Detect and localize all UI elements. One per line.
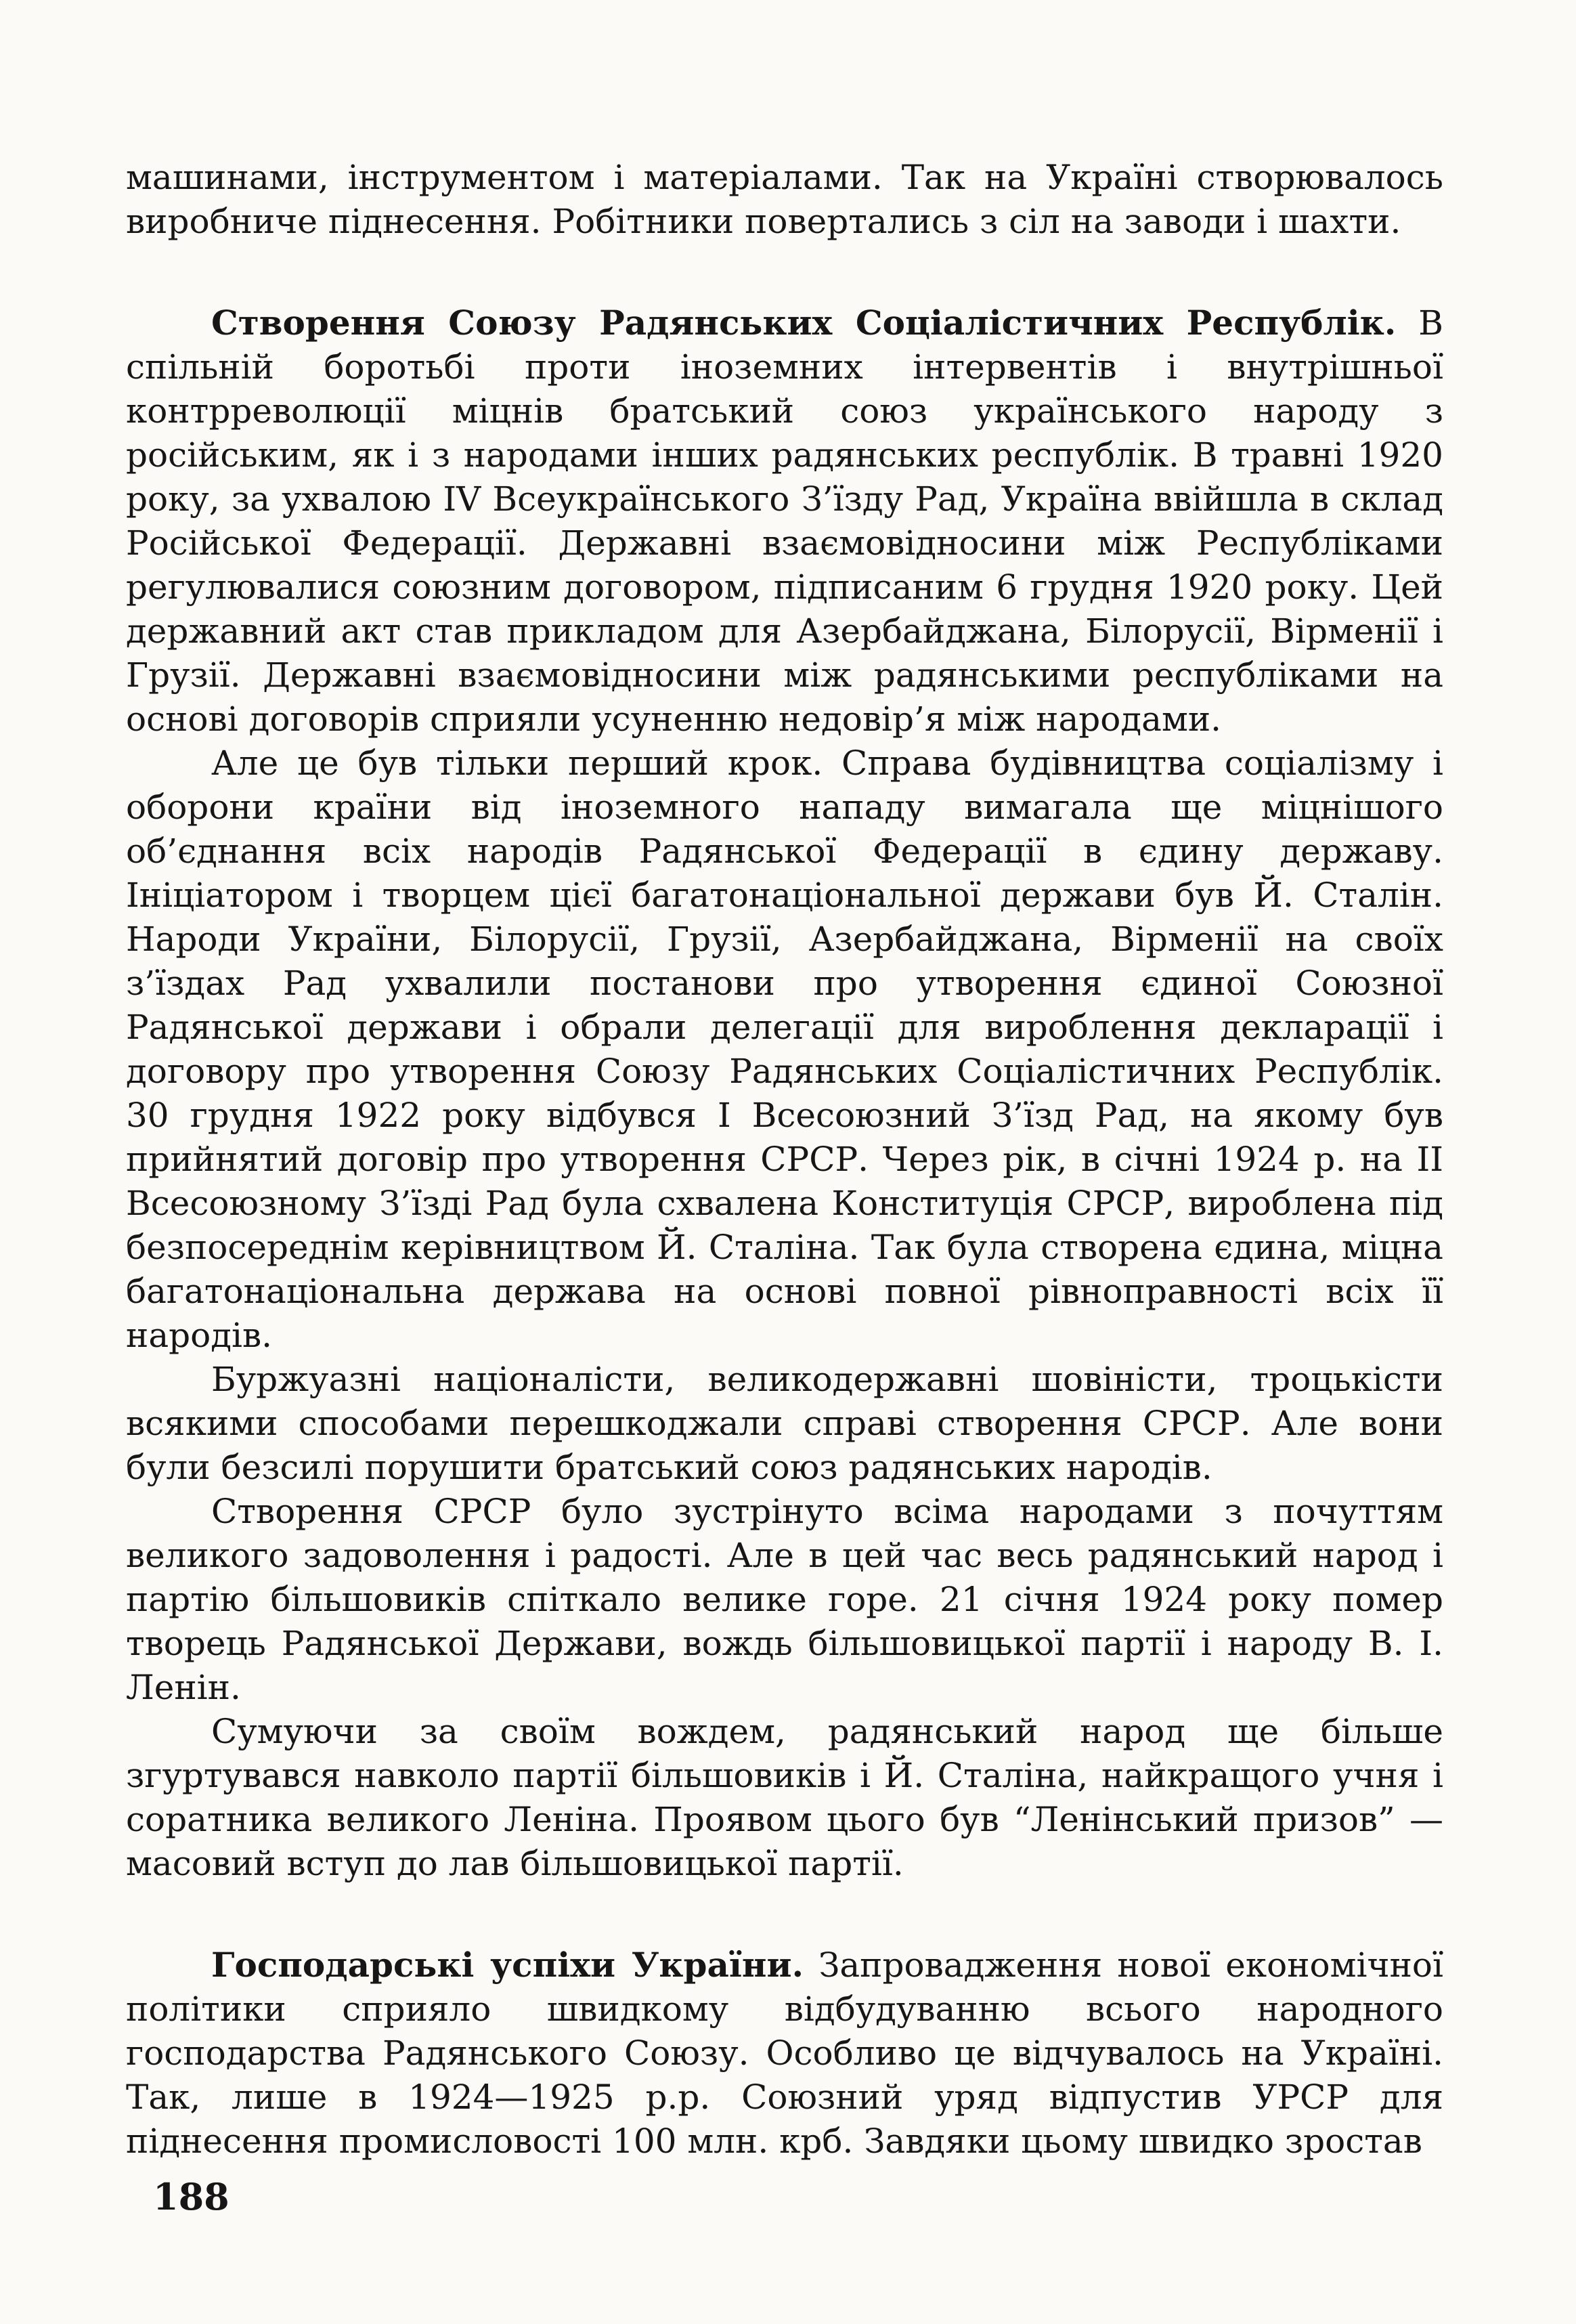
section-paragraph [126,1943,1443,2164]
section-heading: Господарські успіхи України. [211,1945,804,1985]
paragraph: Сумуючи за своїм вождем, радянський народ ще більше згуртувався навколо партії більшовиків і Й. Сталіна, найкращого учня і соратника великого Леніна. Проявом цього був “Ленінський призов” — масовий вступ до лав більшовицької партії. [126,1712,1443,1883]
page-number: 188 [153,2175,229,2218]
paragraph-text: В спільній боротьбі проти іноземних інтервентів і внутрішньої контрреволюції міцнів братський союз українського народу з російським, як і з народами інших радянських республік. В травні 1920 року, за ухвалою IV Всеукраїнського З’їзду Рад, Україна ввійшла в склад Російської Федерації. Державні взаємовідносини між Республіками регулювалися союзним договором, підписаним 6 грудня 1920 року. Цей державний акт став прикладом для Азербайджана, Білорусії, Вірменії і Грузії. Державні взаємовідносини між радянськими республіками на основі договорів сприяли усуненню недовір’я між народами. [126,303,1443,739]
intro-paragraph: машинами, інструментом і матеріалами. Так на Україні створювалось виробниче піднесення. Робітники повертались з сіл на заводи і шахти. [126,158,1443,241]
section-heading: Створення Союзу Радянських Соціалістичних Республік. [211,303,1397,343]
section-paragraph [126,301,1443,741]
paragraph: Створення СРСР було зустрінуто всіма народами з почуттям великого задоволення і радості. Але в цей час весь радянський народ і партію більшовиків спіткало велике горе. 21 січня 1924 року помер творець Радянської Держави, вождь більшовицької партії і народу В. І. Ленін. [126,1492,1443,1707]
text-column [126,156,1443,2164]
paragraph: Буржуазні націоналісти, великодержавні шовіністи, троцькісти всякими способами перешкоджали справі створення СРСР. Але вони були безсилі порушити братський союз радянських народів. [126,1360,1443,1487]
paragraph: Але це був тільки перший крок. Справа будівництва соціалізму і оборони країни від іноземного нападу вимагала ще міцнішого об’єднання всіх народів Радянської Федерації в єдину державу. Ініціатором і творцем цієї багатонаціональної держави був Й. Сталін. Народи України, Білорусії, Грузії, Азербайджана, Вірменії на своїх з’їздах Рад ухвалили постанови про утворення єдиної Союзної Радянської держави і обрали делегації для вироблення декларації і договору про утворення Союзу Радянських Соціалістичних Республік. 30 грудня 1922 року відбувся І Всесоюзний З’їзд Рад, на якому був прийнятий договір про утворення СРСР. Через рік, в січні 1924 р. на II Всесоюзному З’їзді Рад була схвалена Конституція СРСР, вироблена під безпосереднім керівництвом Й. Сталіна. Так була створена єдина, міцна багатонаціональна держава на основі повної рівноправності всіх її народів. [126,744,1443,1355]
paragraph-text: Запровадження нової економічної політики сприяло швидкому відбудуванню всього народного господарства Радянського Союзу. Особливо це відчувалось на Україні. Так, лише в 1924—1925 р.р. Союзний уряд відпустив УРСР для піднесення промисловості 100 млн. крб. Завдяки цьому швидко зростав [126,1945,1443,2161]
